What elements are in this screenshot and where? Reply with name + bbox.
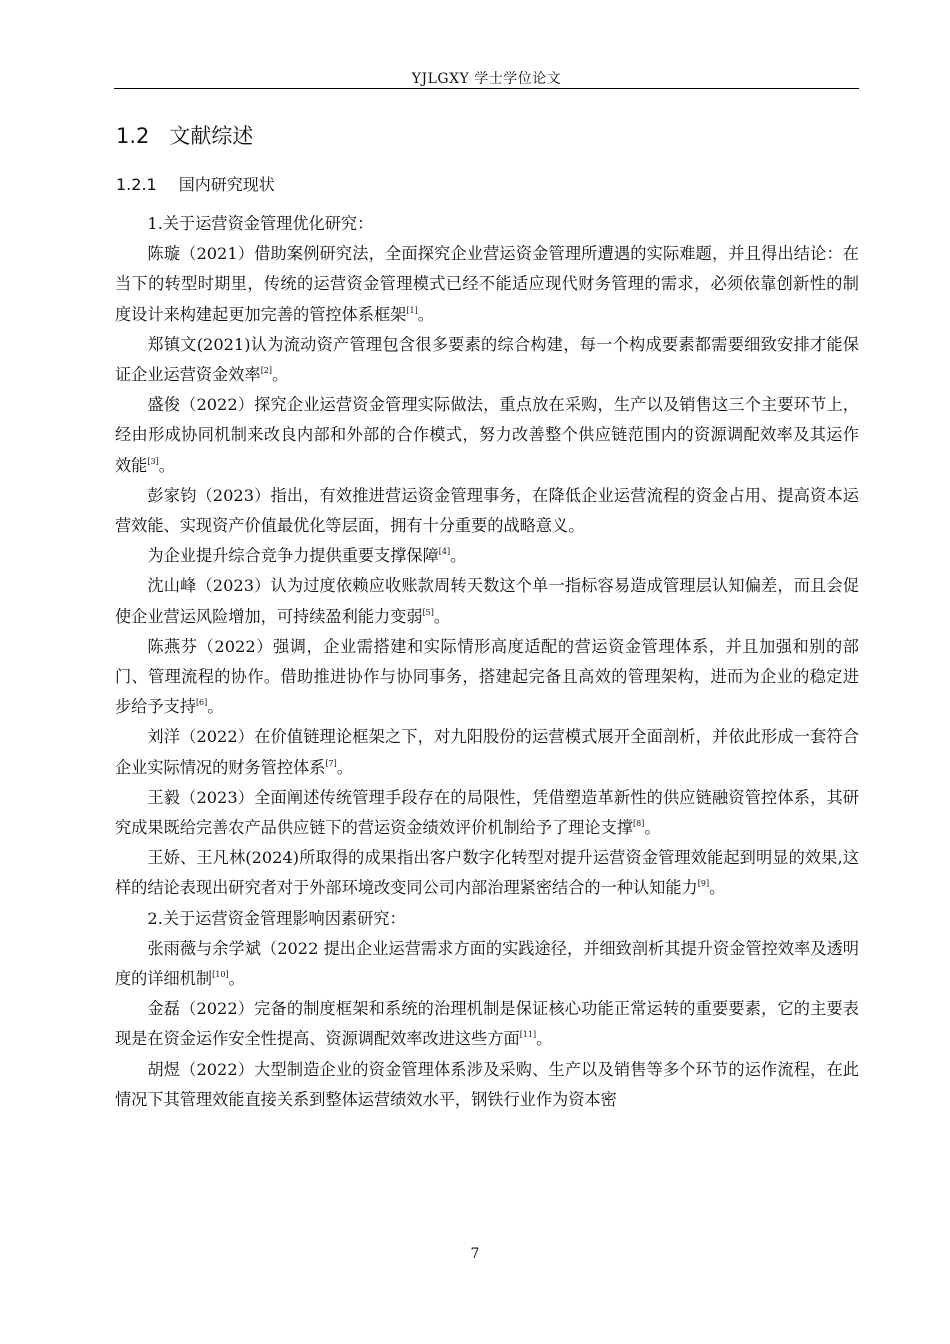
paragraph-end: 。	[158, 455, 175, 475]
paragraph-text: 2.关于运营资金管理影响因素研究：	[147, 908, 406, 928]
paragraph-text: 金磊（2022）完备的制度框架和系统的治理机制是保证核心功能正常运转的重要要素，它的主要表现是在资金运作安全性提高、资源调配效率改进这些方面	[115, 999, 859, 1049]
paragraph-text: 沈山峰（2023）认为过度依赖应收账款周转天数这个单一指标容易造成管理层认知偏差，而且会促使企业营运风险增加，可持续盈利能力变弱	[115, 576, 859, 626]
paragraph-text: 张雨薇与余学斌（2022 提出企业运营需求方面的实践途径，并细致剖析其提升资金管控效率及透明度的详细机制	[115, 938, 859, 989]
paragraph	[115, 632, 859, 723]
section-title: 文献综述	[169, 124, 254, 148]
section-number: 1.2	[116, 124, 150, 148]
paragraph-end: 。	[644, 818, 661, 838]
header-rule	[114, 88, 859, 89]
citation-ref: [7]	[325, 758, 337, 768]
paragraph-text: 彭家钧（2023）指出，有效推进营运资金管理事务，在降低企业运营流程的资金占用、提高资本运营效能、实现资产价值最优化等层面，拥有十分重要的战略意义。	[115, 485, 859, 536]
paragraph-text: 王毅（2023）全面阐述传统管理手段存在的局限性，凭借塑造革新性的供应链融资管控体系，其研究成果既给完善农产品供应链下的营运资金绩效评价机制给予了理论支撑	[115, 787, 859, 838]
subsection-title: 国内研究现状	[178, 175, 275, 194]
paragraph-text: 胡煜（2022）大型制造企业的资金管理体系涉及采购、生产以及销售等多个环节的运作流程，在此情况下其管理效能直接关系到整体运营绩效水平，钢铁行业作为资本密	[115, 1059, 859, 1109]
citation-ref: [4]	[438, 547, 451, 557]
paragraph	[115, 934, 859, 994]
paragraph	[115, 904, 859, 934]
paragraph-text: 为企业提升综合竞争力提供重要支撑保障	[147, 546, 439, 566]
paragraph-end: 。	[272, 365, 289, 385]
paragraph	[115, 843, 859, 903]
subsection-number: 1.2.1	[116, 175, 157, 194]
subsection-heading	[116, 172, 275, 195]
paragraph-end: 。	[450, 546, 467, 566]
paragraph-end: 。	[433, 606, 451, 626]
paragraph-end: 。	[417, 304, 434, 324]
paragraph	[115, 239, 859, 330]
paragraph-end: 。	[207, 697, 224, 717]
citation-ref: [11]	[519, 1030, 537, 1040]
paragraph-end: 。	[336, 757, 353, 777]
paragraph	[115, 330, 859, 390]
citation-ref: [1]	[406, 305, 418, 315]
paragraph-text: 王娇、王凡林(2024)所取得的成果指出客户数字化转型对提升运营资金管理效能起到明显的效果,这样的结论表现出研究者对于外部环境改变同公司内部治理紧密结合的一种认知能力	[115, 848, 859, 898]
citation-ref: [3]	[147, 456, 159, 466]
paragraph-end: 。	[228, 969, 245, 989]
citation-ref: [2]	[260, 366, 273, 376]
paragraph-text: 郑镇文(2021)认为流动资产管理包含很多要素的综合构建，每一个构成要素都需要细致安排才能保证企业运营资金效率	[115, 334, 859, 385]
body-text	[115, 209, 859, 1115]
paragraph	[115, 571, 859, 631]
citation-ref: [10]	[212, 970, 229, 980]
paragraph	[115, 783, 859, 843]
paragraph-text: 盛俊（2022）探究企业运营资金管理实际做法，重点放在采购，生产以及销售这三个主要环节上，经由形成协同机制来改良内部和外部的合作模式，努力改善整个供应链范围内的资源调配效率及其运作效能	[115, 395, 859, 475]
citation-ref: [8]	[633, 819, 645, 829]
paragraph	[115, 390, 859, 481]
citation-ref: [6]	[195, 698, 208, 708]
paragraph-end: 。	[709, 878, 726, 898]
citation-ref: [5]	[422, 607, 434, 617]
paragraph	[115, 481, 859, 541]
section-heading	[116, 120, 253, 150]
paragraph-text: 1.关于运营资金管理优化研究：	[147, 214, 374, 233]
paragraph	[115, 722, 859, 782]
paragraph	[115, 209, 859, 239]
citation-ref: [9]	[697, 879, 710, 889]
paragraph-text: 陈璇（2021）借助案例研究法，全面探究企业营运资金管理所遭遇的实际难题，并且得出结论：在当下的转型时期里，传统的运营资金管理模式已经不能适应现代财务管理的需求，必须依靠创新性的制度设计来构建起更加完善的管控体系框架	[115, 244, 859, 324]
paragraph-text: 刘洋（2022）在价值链理论框架之下，对九阳股份的运营模式展开全面剖析，并依此形成一套符合企业实际情况的财务管控体系	[115, 727, 859, 777]
page-number: 7	[470, 1246, 480, 1262]
paragraph	[115, 994, 859, 1054]
running-header: YJLGXY 学士学位论文	[411, 71, 562, 87]
paragraph	[115, 1055, 859, 1115]
paragraph-end: 。	[536, 1029, 553, 1049]
paragraph-text: 陈燕芬（2022）强调，企业需搭建和实际情形高度适配的营运资金管理体系，并且加强和别的部门、管理流程的协作。借助推进协作与协同事务，搭建起完备且高效的管理架构，进而为企业的稳定进步给予支持	[115, 636, 859, 717]
paragraph	[115, 541, 859, 571]
